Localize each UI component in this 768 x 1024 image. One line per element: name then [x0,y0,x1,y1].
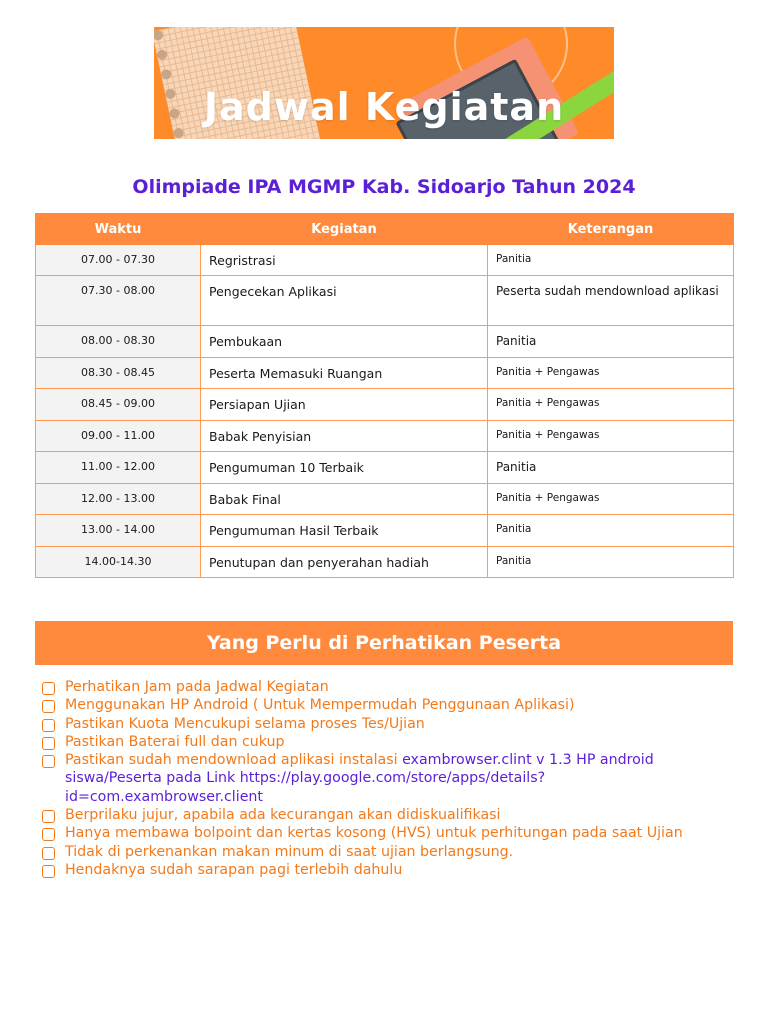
notice-checklist [42,678,732,879]
activity-cell: Pengumuman Hasil Terbaik [201,515,488,547]
notice-title: Yang Perlu di Perhatikan Peserta [35,621,733,665]
checklist-item-text: Pastikan Baterai full dan cukup [65,733,285,750]
time-cell: 09.00 - 11.00 [36,421,201,452]
time-cell: 08.00 - 08.30 [36,326,201,358]
checklist-item-text: Hendaknya sudah sarapan pagi terlebih dahulu [65,861,403,878]
table-row [36,547,734,578]
banner-title: Jadwal Kegiatan [203,85,565,129]
note-cell: Panitia [488,547,734,578]
activity-cell: Babak Final [201,484,488,515]
checkbox-icon [42,810,55,823]
header-banner [154,27,614,139]
table-row [36,276,734,326]
note-cell: Panitia [488,326,734,358]
checklist-item [42,861,732,879]
checklist-item [42,696,732,714]
activity-cell: Penutupan dan penyerahan hadiah [201,547,488,578]
checklist-item-text: Pastikan sudah mendownload aplikasi instalasi [65,752,403,769]
note-cell: Panitia + Pengawas [488,389,734,421]
checklist-item [42,824,732,842]
activity-cell: Regristrasi [201,245,488,276]
note-cell: Peserta sudah mendownload aplikasi [488,276,734,326]
checkbox-icon [42,847,55,860]
activity-cell: Pengecekan Aplikasi [201,276,488,326]
checkbox-icon [42,865,55,878]
activity-cell: Pembukaan [201,326,488,358]
checkbox-icon [42,719,55,732]
column-header-time: Waktu [36,214,201,245]
activity-cell: Persiapan Ujian [201,389,488,421]
checklist-item [42,678,732,696]
checkbox-icon [42,700,55,713]
time-cell: 08.30 - 08.45 [36,358,201,389]
checkbox-icon [42,755,55,768]
time-cell: 12.00 - 13.00 [36,484,201,515]
note-cell: Panitia + Pengawas [488,484,734,515]
time-cell: 07.30 - 08.00 [36,276,201,326]
event-subtitle: Olimpiade IPA MGMP Kab. Sidoarjo Tahun 2024 [132,176,636,198]
download-link-text: exambrowser.clint v 1.3 HP android siswa/Peserta pada Link https://play.google.com/store/apps/details?id=com.exambrowser.client [65,752,654,805]
table-row [36,245,734,276]
column-header-note: Keterangan [488,214,734,245]
table-row [36,389,734,421]
checkbox-icon [42,828,55,841]
note-cell: Panitia [488,515,734,547]
activity-cell: Babak Penyisian [201,421,488,452]
time-cell: 08.45 - 09.00 [36,389,201,421]
checklist-item-text: Berprilaku jujur, apabila ada kecurangan akan didiskualifikasi [65,807,501,824]
checklist-item [42,751,732,806]
table-row [36,421,734,452]
schedule-table [35,213,734,578]
note-cell: Panitia [488,245,734,276]
checklist-item-text: Hanya membawa bolpoint dan kertas kosong (HVS) untuk perhitungan pada saat Ujian [65,825,683,842]
checklist-item-text: Perhatikan Jam pada Jadwal Kegiatan [65,679,329,695]
checklist-item-text: Tidak di perkenankan makan minum di saat ujian berlangsung. [65,843,514,860]
note-cell: Panitia + Pengawas [488,421,734,452]
note-cell: Panitia + Pengawas [488,358,734,389]
table-row [36,326,734,358]
checklist-item [42,715,732,733]
activity-cell: Pengumuman 10 Terbaik [201,452,488,484]
table-row [36,452,734,484]
column-header-activity: Kegiatan [201,214,488,245]
checklist-item [42,806,732,824]
checkbox-icon [42,737,55,750]
time-cell: 14.00-14.30 [36,547,201,578]
checkbox-icon [42,682,55,695]
table-row [36,515,734,547]
checklist-item [42,733,732,751]
schedule-header-row [36,214,734,245]
checklist-item-text: Menggunakan HP Android ( Untuk Mempermudah Penggunaan Aplikasi) [65,697,575,714]
checklist-item-text: Pastikan Kuota Mencukupi selama proses Tes/Ujian [65,715,425,732]
checklist-item [42,843,732,861]
note-cell: Panitia [488,452,734,484]
table-row [36,484,734,515]
time-cell: 07.00 - 07.30 [36,245,201,276]
time-cell: 11.00 - 12.00 [36,452,201,484]
time-cell: 13.00 - 14.00 [36,515,201,547]
table-row [36,358,734,389]
activity-cell: Peserta Memasuki Ruangan [201,358,488,389]
